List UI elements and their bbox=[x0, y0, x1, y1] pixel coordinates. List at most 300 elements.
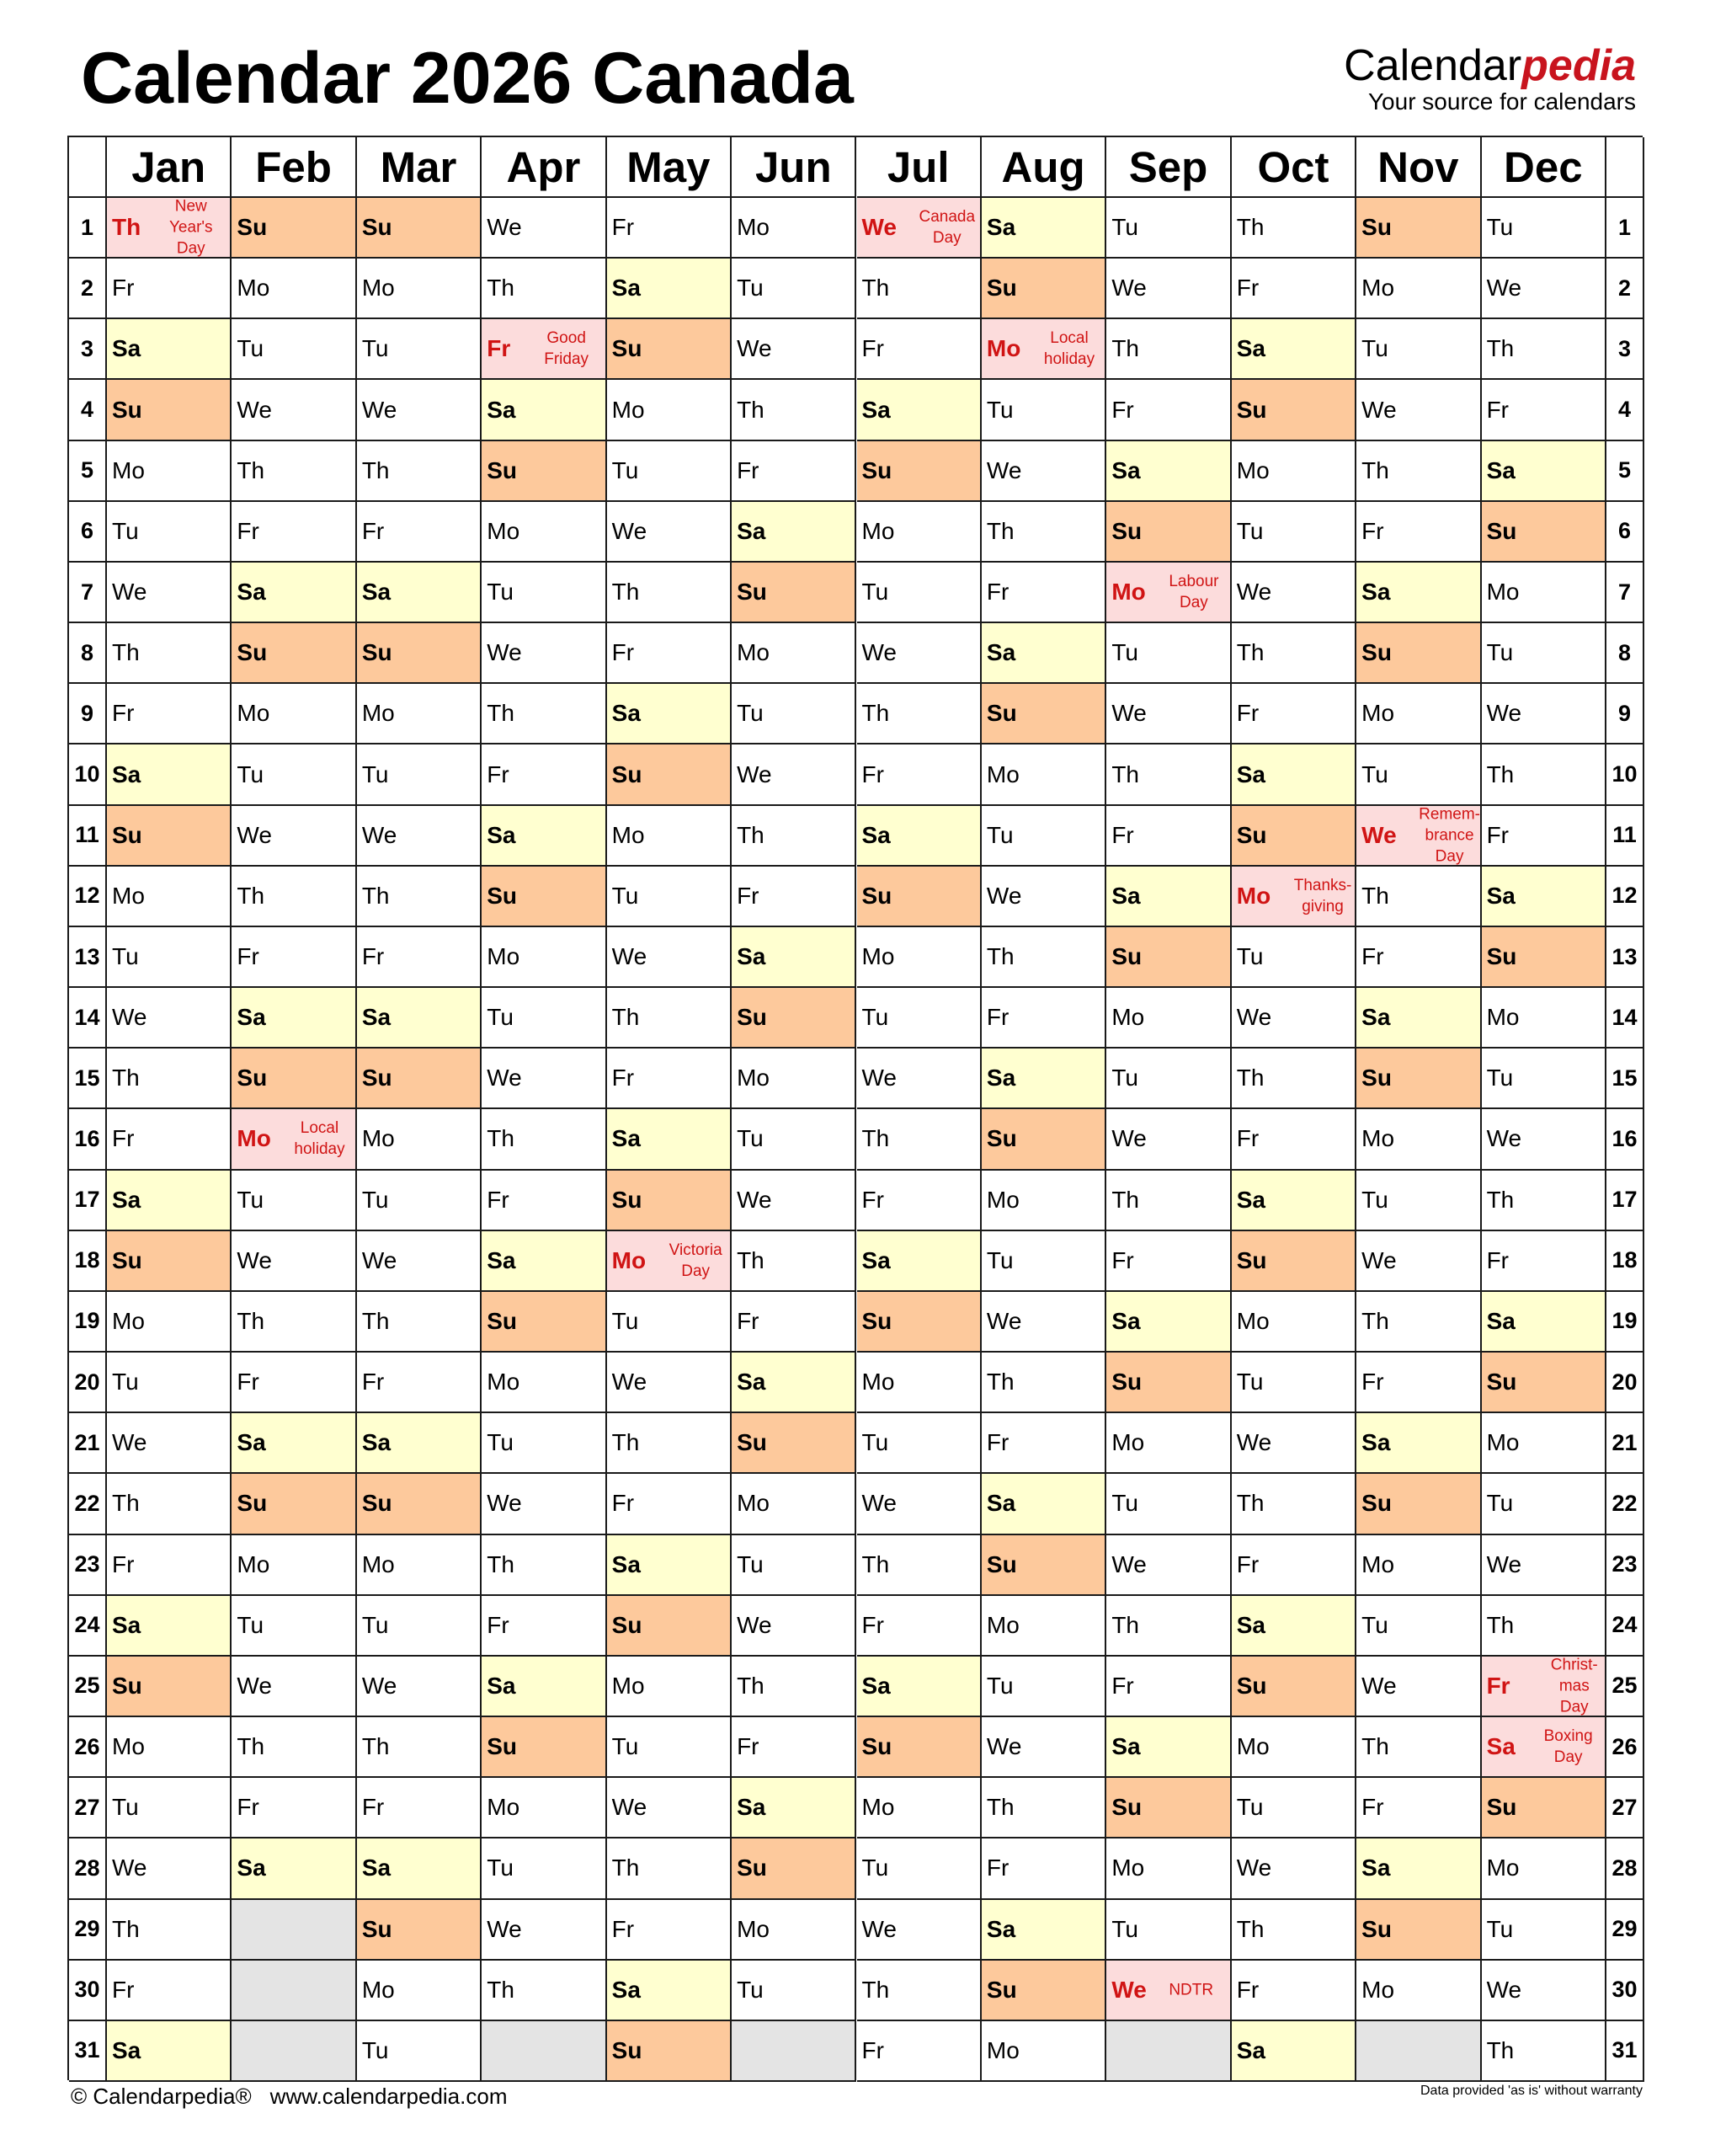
day-cell[interactable] bbox=[107, 623, 232, 684]
day-cell[interactable] bbox=[232, 927, 356, 988]
day-cell[interactable] bbox=[607, 1717, 732, 1778]
day-cell[interactable] bbox=[982, 502, 1106, 563]
day-cell[interactable] bbox=[857, 380, 982, 440]
day-cell[interactable] bbox=[107, 867, 232, 927]
day-cell[interactable] bbox=[107, 1292, 232, 1353]
day-cell[interactable] bbox=[732, 502, 856, 563]
day-cell[interactable] bbox=[1232, 1961, 1356, 2021]
day-cell[interactable] bbox=[857, 1717, 982, 1778]
day-cell[interactable] bbox=[1106, 806, 1231, 867]
day-cell[interactable] bbox=[1106, 1474, 1231, 1534]
day-cell[interactable] bbox=[482, 502, 606, 563]
day-cell[interactable] bbox=[107, 1717, 232, 1778]
day-cell[interactable] bbox=[732, 1900, 856, 1961]
day-cell[interactable] bbox=[107, 684, 232, 744]
day-cell[interactable] bbox=[1356, 1778, 1481, 1838]
day-cell[interactable] bbox=[1232, 1838, 1356, 1899]
day-cell[interactable] bbox=[1232, 1535, 1356, 1596]
day-cell[interactable] bbox=[1482, 441, 1606, 502]
day-cell[interactable] bbox=[732, 623, 856, 684]
day-cell[interactable] bbox=[607, 744, 732, 805]
day-cell[interactable] bbox=[1482, 1171, 1606, 1231]
day-cell[interactable] bbox=[107, 1109, 232, 1170]
holiday-cell[interactable] bbox=[857, 198, 982, 259]
holiday-cell[interactable] bbox=[1482, 1657, 1606, 1717]
day-cell[interactable] bbox=[1482, 1474, 1606, 1534]
day-cell[interactable] bbox=[482, 1049, 606, 1109]
day-cell[interactable] bbox=[732, 198, 856, 259]
day-cell[interactable] bbox=[1482, 1778, 1606, 1838]
day-cell[interactable] bbox=[232, 1231, 356, 1292]
day-cell[interactable] bbox=[607, 1657, 732, 1717]
day-cell[interactable] bbox=[982, 1961, 1106, 2021]
day-cell[interactable] bbox=[857, 1109, 982, 1170]
day-cell[interactable] bbox=[1482, 380, 1606, 440]
day-cell[interactable] bbox=[1482, 2021, 1606, 2082]
holiday-cell[interactable] bbox=[1106, 563, 1231, 623]
day-cell[interactable] bbox=[1232, 1109, 1356, 1170]
day-cell[interactable] bbox=[107, 1596, 232, 1657]
day-cell[interactable] bbox=[1232, 441, 1356, 502]
day-cell[interactable] bbox=[357, 1535, 482, 1596]
day-cell[interactable] bbox=[232, 744, 356, 805]
holiday-cell[interactable] bbox=[982, 319, 1106, 380]
day-cell[interactable] bbox=[1482, 623, 1606, 684]
day-cell[interactable] bbox=[1356, 1292, 1481, 1353]
day-cell[interactable] bbox=[232, 1413, 356, 1474]
day-cell[interactable] bbox=[232, 867, 356, 927]
day-cell[interactable] bbox=[857, 988, 982, 1049]
day-cell[interactable] bbox=[732, 927, 856, 988]
day-cell[interactable] bbox=[732, 1353, 856, 1413]
day-cell[interactable] bbox=[1106, 380, 1231, 440]
day-cell[interactable] bbox=[357, 1900, 482, 1961]
day-cell[interactable] bbox=[982, 1413, 1106, 1474]
day-cell[interactable] bbox=[357, 684, 482, 744]
day-cell[interactable] bbox=[857, 1171, 982, 1231]
day-cell[interactable] bbox=[607, 441, 732, 502]
day-cell[interactable] bbox=[482, 623, 606, 684]
day-cell[interactable] bbox=[107, 1778, 232, 1838]
day-cell[interactable] bbox=[232, 1596, 356, 1657]
day-cell[interactable] bbox=[232, 1535, 356, 1596]
day-cell[interactable] bbox=[982, 1292, 1106, 1353]
day-cell[interactable] bbox=[857, 1413, 982, 1474]
day-cell[interactable] bbox=[482, 1353, 606, 1413]
day-cell[interactable] bbox=[607, 1778, 732, 1838]
day-cell[interactable] bbox=[107, 1961, 232, 2021]
day-cell[interactable] bbox=[857, 502, 982, 563]
day-cell[interactable] bbox=[1106, 623, 1231, 684]
day-cell[interactable] bbox=[232, 380, 356, 440]
day-cell[interactable] bbox=[607, 1535, 732, 1596]
day-cell[interactable] bbox=[107, 1049, 232, 1109]
day-cell[interactable] bbox=[1232, 380, 1356, 440]
day-cell[interactable] bbox=[857, 1292, 982, 1353]
day-cell[interactable] bbox=[357, 1961, 482, 2021]
day-cell[interactable] bbox=[1106, 1838, 1231, 1899]
day-cell[interactable] bbox=[982, 2021, 1106, 2082]
day-cell[interactable] bbox=[857, 623, 982, 684]
day-cell[interactable] bbox=[732, 988, 856, 1049]
day-cell[interactable] bbox=[607, 988, 732, 1049]
day-cell[interactable] bbox=[107, 744, 232, 805]
day-cell[interactable] bbox=[732, 1778, 856, 1838]
day-cell[interactable] bbox=[1356, 1535, 1481, 1596]
day-cell[interactable] bbox=[1106, 1049, 1231, 1109]
day-cell[interactable] bbox=[732, 1231, 856, 1292]
day-cell[interactable] bbox=[1482, 502, 1606, 563]
day-cell[interactable] bbox=[732, 1961, 856, 2021]
day-cell[interactable] bbox=[232, 319, 356, 380]
day-cell[interactable] bbox=[857, 1778, 982, 1838]
day-cell[interactable] bbox=[732, 1413, 856, 1474]
day-cell[interactable] bbox=[357, 927, 482, 988]
day-cell[interactable] bbox=[607, 319, 732, 380]
day-cell[interactable] bbox=[1232, 198, 1356, 259]
day-cell[interactable] bbox=[1356, 867, 1481, 927]
day-cell[interactable] bbox=[1232, 623, 1356, 684]
day-cell[interactable] bbox=[607, 2021, 732, 2082]
day-cell[interactable] bbox=[607, 1900, 732, 1961]
day-cell[interactable] bbox=[857, 1961, 982, 2021]
day-cell[interactable] bbox=[232, 1474, 356, 1534]
day-cell[interactable] bbox=[732, 380, 856, 440]
day-cell[interactable] bbox=[607, 623, 732, 684]
day-cell[interactable] bbox=[1356, 198, 1481, 259]
day-cell[interactable] bbox=[1482, 684, 1606, 744]
day-cell[interactable] bbox=[482, 1171, 606, 1231]
day-cell[interactable] bbox=[232, 1717, 356, 1778]
day-cell[interactable] bbox=[1356, 1596, 1481, 1657]
day-cell[interactable] bbox=[982, 1535, 1106, 1596]
day-cell[interactable] bbox=[607, 380, 732, 440]
day-cell[interactable] bbox=[1482, 259, 1606, 319]
day-cell[interactable] bbox=[732, 1109, 856, 1170]
day-cell[interactable] bbox=[607, 198, 732, 259]
day-cell[interactable] bbox=[1482, 198, 1606, 259]
day-cell[interactable] bbox=[1356, 1353, 1481, 1413]
day-cell[interactable] bbox=[857, 684, 982, 744]
day-cell[interactable] bbox=[1356, 1900, 1481, 1961]
day-cell[interactable] bbox=[1482, 1961, 1606, 2021]
day-cell[interactable] bbox=[982, 563, 1106, 623]
day-cell[interactable] bbox=[857, 867, 982, 927]
day-cell[interactable] bbox=[107, 1231, 232, 1292]
day-cell[interactable] bbox=[982, 1171, 1106, 1231]
day-cell[interactable] bbox=[107, 1657, 232, 1717]
day-cell[interactable] bbox=[1356, 927, 1481, 988]
day-cell[interactable] bbox=[982, 1657, 1106, 1717]
day-cell[interactable] bbox=[732, 1535, 856, 1596]
day-cell[interactable] bbox=[232, 441, 356, 502]
day-cell[interactable] bbox=[1106, 1413, 1231, 1474]
day-cell[interactable] bbox=[1482, 927, 1606, 988]
day-cell[interactable] bbox=[607, 1171, 732, 1231]
day-cell[interactable] bbox=[1356, 380, 1481, 440]
day-cell[interactable] bbox=[607, 1109, 732, 1170]
day-cell[interactable] bbox=[732, 563, 856, 623]
day-cell[interactable] bbox=[1106, 1900, 1231, 1961]
day-cell[interactable] bbox=[232, 1778, 356, 1838]
day-cell[interactable] bbox=[357, 1109, 482, 1170]
day-cell[interactable] bbox=[1482, 1900, 1606, 1961]
day-cell[interactable] bbox=[732, 1049, 856, 1109]
day-cell[interactable] bbox=[357, 1778, 482, 1838]
day-cell[interactable] bbox=[1106, 1109, 1231, 1170]
day-cell[interactable] bbox=[1232, 563, 1356, 623]
day-cell[interactable] bbox=[232, 988, 356, 1049]
day-cell[interactable] bbox=[232, 1049, 356, 1109]
day-cell[interactable] bbox=[482, 1474, 606, 1534]
day-cell[interactable] bbox=[982, 1717, 1106, 1778]
day-cell[interactable] bbox=[982, 623, 1106, 684]
day-cell[interactable] bbox=[1232, 1778, 1356, 1838]
day-cell[interactable] bbox=[1356, 1961, 1481, 2021]
day-cell[interactable] bbox=[107, 988, 232, 1049]
day-cell[interactable] bbox=[982, 988, 1106, 1049]
day-cell[interactable] bbox=[482, 1838, 606, 1899]
day-cell[interactable] bbox=[232, 684, 356, 744]
day-cell[interactable] bbox=[607, 1961, 732, 2021]
day-cell[interactable] bbox=[1232, 1413, 1356, 1474]
day-cell[interactable] bbox=[1232, 502, 1356, 563]
day-cell[interactable] bbox=[857, 806, 982, 867]
day-cell[interactable] bbox=[1232, 1292, 1356, 1353]
day-cell[interactable] bbox=[1106, 867, 1231, 927]
day-cell[interactable] bbox=[1356, 319, 1481, 380]
day-cell[interactable] bbox=[1482, 1292, 1606, 1353]
day-cell[interactable] bbox=[857, 1353, 982, 1413]
day-cell[interactable] bbox=[1106, 927, 1231, 988]
day-cell[interactable] bbox=[357, 1413, 482, 1474]
day-cell[interactable] bbox=[1356, 684, 1481, 744]
day-cell[interactable] bbox=[1356, 1109, 1481, 1170]
day-cell[interactable] bbox=[1482, 1413, 1606, 1474]
day-cell[interactable] bbox=[357, 867, 482, 927]
day-cell[interactable] bbox=[107, 380, 232, 440]
day-cell[interactable] bbox=[982, 1353, 1106, 1413]
day-cell[interactable] bbox=[357, 198, 482, 259]
day-cell[interactable] bbox=[607, 1413, 732, 1474]
day-cell[interactable] bbox=[107, 259, 232, 319]
day-cell[interactable] bbox=[982, 1596, 1106, 1657]
day-cell[interactable] bbox=[357, 1596, 482, 1657]
day-cell[interactable] bbox=[1356, 563, 1481, 623]
day-cell[interactable] bbox=[1356, 1474, 1481, 1534]
day-cell[interactable] bbox=[232, 1657, 356, 1717]
day-cell[interactable] bbox=[1232, 988, 1356, 1049]
day-cell[interactable] bbox=[1482, 1596, 1606, 1657]
day-cell[interactable] bbox=[607, 502, 732, 563]
day-cell[interactable] bbox=[982, 1838, 1106, 1899]
day-cell[interactable] bbox=[107, 1535, 232, 1596]
day-cell[interactable] bbox=[857, 1231, 982, 1292]
day-cell[interactable] bbox=[482, 1961, 606, 2021]
day-cell[interactable] bbox=[732, 1171, 856, 1231]
day-cell[interactable] bbox=[357, 1657, 482, 1717]
day-cell[interactable] bbox=[732, 319, 856, 380]
day-cell[interactable] bbox=[482, 1292, 606, 1353]
day-cell[interactable] bbox=[982, 1900, 1106, 1961]
day-cell[interactable] bbox=[482, 806, 606, 867]
day-cell[interactable] bbox=[982, 927, 1106, 988]
day-cell[interactable] bbox=[107, 1353, 232, 1413]
day-cell[interactable] bbox=[732, 259, 856, 319]
day-cell[interactable] bbox=[357, 988, 482, 1049]
day-cell[interactable] bbox=[1482, 1353, 1606, 1413]
day-cell[interactable] bbox=[607, 1292, 732, 1353]
day-cell[interactable] bbox=[982, 744, 1106, 805]
day-cell[interactable] bbox=[607, 1838, 732, 1899]
day-cell[interactable] bbox=[857, 441, 982, 502]
day-cell[interactable] bbox=[1356, 988, 1481, 1049]
day-cell[interactable] bbox=[1482, 1535, 1606, 1596]
day-cell[interactable] bbox=[1232, 2021, 1356, 2082]
day-cell[interactable] bbox=[857, 1838, 982, 1899]
day-cell[interactable] bbox=[107, 1474, 232, 1534]
day-cell[interactable] bbox=[357, 1292, 482, 1353]
day-cell[interactable] bbox=[232, 1838, 356, 1899]
day-cell[interactable] bbox=[982, 198, 1106, 259]
day-cell[interactable] bbox=[1356, 1657, 1481, 1717]
day-cell[interactable] bbox=[1356, 1413, 1481, 1474]
day-cell[interactable] bbox=[482, 744, 606, 805]
day-cell[interactable] bbox=[232, 563, 356, 623]
day-cell[interactable] bbox=[482, 441, 606, 502]
day-cell[interactable] bbox=[982, 1049, 1106, 1109]
day-cell[interactable] bbox=[857, 1474, 982, 1534]
day-cell[interactable] bbox=[1106, 1353, 1231, 1413]
day-cell[interactable] bbox=[107, 1838, 232, 1899]
day-cell[interactable] bbox=[107, 441, 232, 502]
day-cell[interactable] bbox=[1356, 1838, 1481, 1899]
day-cell[interactable] bbox=[982, 684, 1106, 744]
day-cell[interactable] bbox=[1106, 1535, 1231, 1596]
day-cell[interactable] bbox=[1232, 1474, 1356, 1534]
day-cell[interactable] bbox=[1106, 1778, 1231, 1838]
day-cell[interactable] bbox=[982, 1474, 1106, 1534]
day-cell[interactable] bbox=[732, 867, 856, 927]
day-cell[interactable] bbox=[607, 563, 732, 623]
day-cell[interactable] bbox=[482, 927, 606, 988]
day-cell[interactable] bbox=[1106, 1717, 1231, 1778]
day-cell[interactable] bbox=[982, 806, 1106, 867]
day-cell[interactable] bbox=[357, 502, 482, 563]
day-cell[interactable] bbox=[357, 2021, 482, 2082]
day-cell[interactable] bbox=[107, 2021, 232, 2082]
day-cell[interactable] bbox=[107, 319, 232, 380]
day-cell[interactable] bbox=[982, 1778, 1106, 1838]
day-cell[interactable] bbox=[232, 198, 356, 259]
day-cell[interactable] bbox=[482, 380, 606, 440]
day-cell[interactable] bbox=[232, 623, 356, 684]
day-cell[interactable] bbox=[857, 1049, 982, 1109]
day-cell[interactable] bbox=[1106, 259, 1231, 319]
day-cell[interactable] bbox=[732, 1657, 856, 1717]
holiday-cell[interactable] bbox=[107, 198, 232, 259]
day-cell[interactable] bbox=[357, 744, 482, 805]
holiday-cell[interactable] bbox=[1482, 1717, 1606, 1778]
day-cell[interactable] bbox=[607, 259, 732, 319]
day-cell[interactable] bbox=[357, 806, 482, 867]
day-cell[interactable] bbox=[1232, 1231, 1356, 1292]
day-cell[interactable] bbox=[1356, 441, 1481, 502]
day-cell[interactable] bbox=[107, 502, 232, 563]
day-cell[interactable] bbox=[982, 1231, 1106, 1292]
day-cell[interactable] bbox=[1482, 1049, 1606, 1109]
day-cell[interactable] bbox=[857, 927, 982, 988]
day-cell[interactable] bbox=[1356, 623, 1481, 684]
day-cell[interactable] bbox=[482, 1717, 606, 1778]
day-cell[interactable] bbox=[1356, 259, 1481, 319]
day-cell[interactable] bbox=[1106, 1657, 1231, 1717]
day-cell[interactable] bbox=[482, 1657, 606, 1717]
day-cell[interactable] bbox=[1482, 1838, 1606, 1899]
day-cell[interactable] bbox=[482, 563, 606, 623]
day-cell[interactable] bbox=[732, 1717, 856, 1778]
day-cell[interactable] bbox=[357, 623, 482, 684]
day-cell[interactable] bbox=[357, 319, 482, 380]
day-cell[interactable] bbox=[857, 319, 982, 380]
footer-url[interactable]: www.calendarpedia.com bbox=[269, 2084, 508, 2109]
day-cell[interactable] bbox=[357, 1353, 482, 1413]
holiday-cell[interactable] bbox=[1232, 867, 1356, 927]
day-cell[interactable] bbox=[1106, 441, 1231, 502]
day-cell[interactable] bbox=[1232, 1353, 1356, 1413]
day-cell[interactable] bbox=[857, 259, 982, 319]
day-cell[interactable] bbox=[107, 806, 232, 867]
day-cell[interactable] bbox=[607, 684, 732, 744]
day-cell[interactable] bbox=[1106, 744, 1231, 805]
day-cell[interactable] bbox=[1232, 927, 1356, 988]
holiday-cell[interactable] bbox=[232, 1109, 356, 1170]
day-cell[interactable] bbox=[732, 744, 856, 805]
day-cell[interactable] bbox=[1106, 198, 1231, 259]
day-cell[interactable] bbox=[482, 988, 606, 1049]
day-cell[interactable] bbox=[857, 563, 982, 623]
day-cell[interactable] bbox=[1356, 744, 1481, 805]
day-cell[interactable] bbox=[1356, 1717, 1481, 1778]
day-cell[interactable] bbox=[1232, 1596, 1356, 1657]
day-cell[interactable] bbox=[857, 1535, 982, 1596]
day-cell[interactable] bbox=[607, 1596, 732, 1657]
day-cell[interactable] bbox=[1106, 1171, 1231, 1231]
day-cell[interactable] bbox=[982, 441, 1106, 502]
day-cell[interactable] bbox=[482, 1535, 606, 1596]
day-cell[interactable] bbox=[482, 1596, 606, 1657]
day-cell[interactable] bbox=[857, 2021, 982, 2082]
day-cell[interactable] bbox=[482, 1413, 606, 1474]
day-cell[interactable] bbox=[857, 1657, 982, 1717]
day-cell[interactable] bbox=[1232, 806, 1356, 867]
holiday-cell[interactable] bbox=[1106, 1961, 1231, 2021]
day-cell[interactable] bbox=[1356, 1049, 1481, 1109]
day-cell[interactable] bbox=[357, 1171, 482, 1231]
day-cell[interactable] bbox=[1482, 744, 1606, 805]
day-cell[interactable] bbox=[1106, 1596, 1231, 1657]
day-cell[interactable] bbox=[232, 1292, 356, 1353]
day-cell[interactable] bbox=[107, 927, 232, 988]
day-cell[interactable] bbox=[357, 380, 482, 440]
day-cell[interactable] bbox=[482, 198, 606, 259]
day-cell[interactable] bbox=[482, 1778, 606, 1838]
day-cell[interactable] bbox=[607, 867, 732, 927]
day-cell[interactable] bbox=[607, 1353, 732, 1413]
day-cell[interactable] bbox=[732, 441, 856, 502]
day-cell[interactable] bbox=[1106, 1292, 1231, 1353]
day-cell[interactable] bbox=[1106, 319, 1231, 380]
